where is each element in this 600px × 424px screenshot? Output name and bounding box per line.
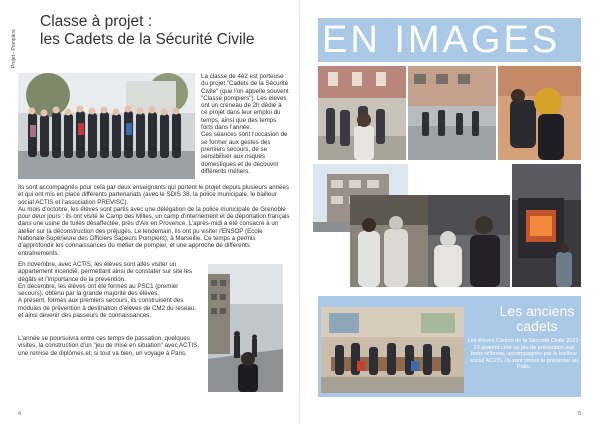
main-text	[18, 184, 290, 257]
page-title	[40, 13, 280, 49]
page-number-left: 4	[18, 411, 22, 417]
en-images-heading: EN IMAGES	[322, 19, 561, 61]
collage-photo-1	[318, 66, 406, 160]
street-photo	[208, 264, 283, 392]
anciens-cadets-title: Les anciens cadets	[499, 303, 575, 334]
intro-paragraph-2: Ces séances sont l'occasion de se former aux gestes des premiers secours, de se sensibiliser aux risques domestiques et de découvrir différents métiers.	[201, 131, 288, 175]
intro-text	[201, 73, 289, 175]
anciens-cadets-text: Les élèves Cadets de la Sécurité Civile 2022-23 avaient créé un jeu de prévention aux bons réflexes, accompagnés par le bailleur social ACTIS. Ils sont venus le présenter au Patio.	[467, 338, 581, 371]
title-line-1: Classe à projet :	[40, 13, 152, 30]
main-paragraph-1: Ils sont accompagnés pour cela par deux enseignants qui portent le projet depuis plusieurs années et qui ont mis en place différents partenariats (avec le SDIS 38, la police municipale, le bailleur social ACTIS et l'association PREVISC).	[18, 184, 290, 206]
lower-paragraph-2: En décembre, les élèves ont été formés au PSC1 (premier secours), obtenu par la grande majorité des élèves.	[18, 282, 179, 298]
anciens-cadets-photo	[321, 307, 464, 393]
collage-photo-2	[408, 66, 496, 160]
closing-text	[18, 335, 201, 357]
collage-photo-3	[498, 66, 581, 160]
lower-text	[18, 261, 201, 319]
collage-photo-5	[350, 195, 428, 287]
en-images-banner	[318, 18, 581, 62]
lower-paragraph-1: En novembre, avec ACTIS, les élèves sont allés visiter un appartement incendié, permettant ainsi de constater sur site les dégâts et l'importance de la prévention.	[18, 261, 193, 283]
side-label: Projet - Pompiers	[11, 29, 17, 68]
main-paragraph-2: Au mois d'octobre, les élèves sont partis avec une délégation de la police municipale de Grenoble pour deux jours : ils ont visité le Camp des Milles, un camp d'internement et de déportation français dans une usine de tuiles désaffectée, près d'Aix en Provence. L'après-midi a été consacré à un atelier sur la déconstruction des préjugés. Le lendemain, ils ont pu visiter l'ENSOP (Ecole Nationale Supérieure des Officiers Sapeurs Pompiers), à Marseille. Ce temps a permis d'approfondir les connaissances du métier de pompier, et une approche de différents entraînements.	[18, 205, 290, 257]
intro-paragraph-1: La classe de 4è2 est porteuse du projet "Cadets de la Sécurité Civile" (que l'on appelle souvent "Classe pompiers"). Les élèves ont un créneau de 2h dédié à ce projet dans leur emploi du temps, ainsi que des temps forts dans l'année.	[201, 73, 289, 132]
anciens-cadets-panel	[318, 296, 581, 397]
lower-paragraph-3: A présent, formés aux premiers secours, ils construisent des modules de prévention à destination d'élèves de CM2 du réseau, et ainsi devenir des passeurs de connaissances.	[18, 297, 196, 320]
closing-paragraph: L'année se poursuivra entre ces temps de passation, quelques visites, la construction d'un "jeu de mise en situation" avec ACTIS, une remise de diplômes et, si tout va bien, un voyage à Paris.	[18, 335, 199, 357]
collage-photo-7	[512, 164, 581, 287]
group-photo	[18, 73, 195, 179]
collage-photo-6	[428, 195, 510, 287]
title-line-2: les Cadets de la Sécurité Civile	[40, 31, 255, 48]
page-number-right: 5	[578, 411, 582, 417]
